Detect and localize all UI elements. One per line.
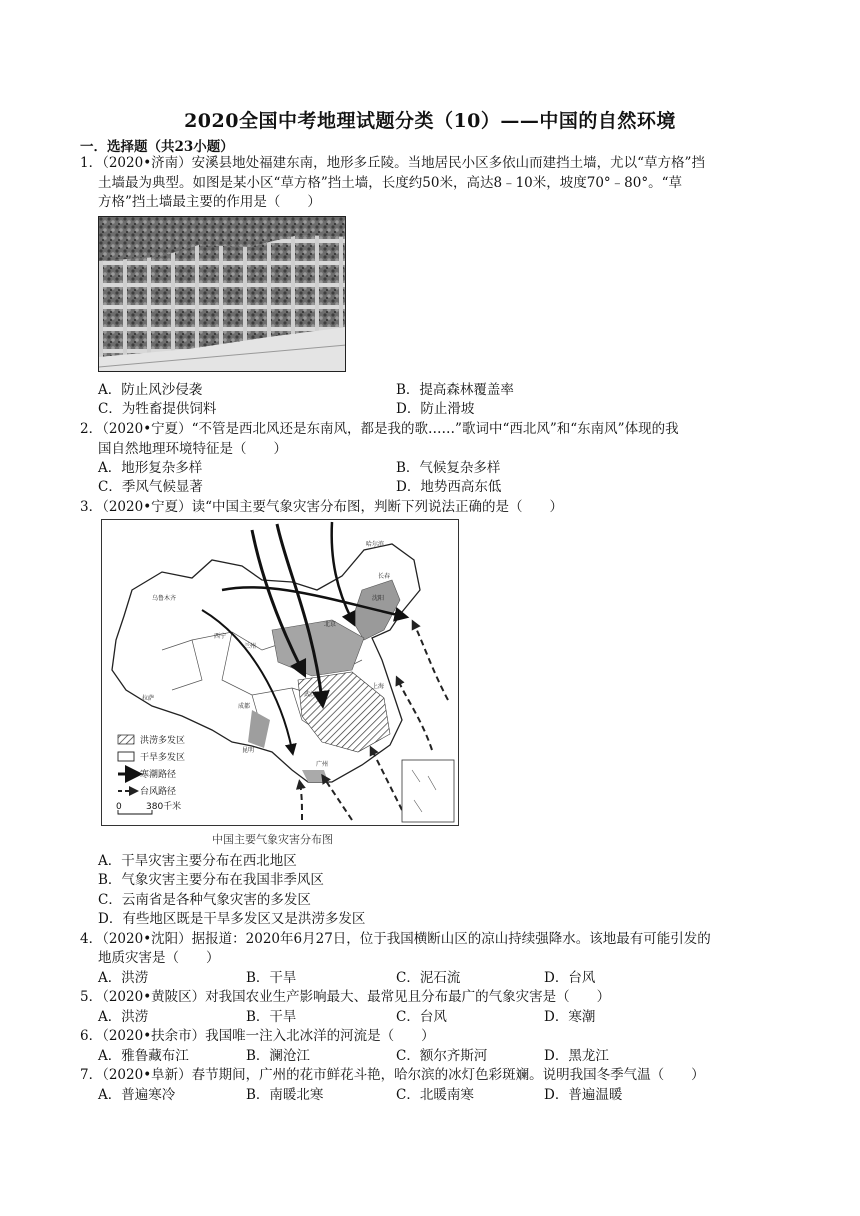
map-legend [116,734,185,814]
legend-flood: 洪涝多发区 [140,736,186,746]
q3-option-b: B．气象灾害主要分布在我国非季风区 [98,872,324,888]
q7-option-a: A．普遍寒冷 [98,1087,176,1103]
disaster-map [101,519,459,826]
q5-option-b: B．干旱 [246,1009,297,1025]
q4-option-a: A．洪涝 [98,970,149,986]
q1-option-a: A．防止风沙侵袭 [98,382,203,398]
q5-option-c: C．台风 [396,1009,447,1025]
legend-drought: 干旱多发区 [140,753,186,763]
city-label: 兰州 [244,643,257,650]
city-label: 昆明 [242,747,255,754]
city-label: 沈阳 [372,595,385,602]
retaining-wall-photo [98,216,346,372]
q3-option-d: D．有些地区既是干旱多发区又是洪涝多发区 [98,911,366,927]
city-label: 广州 [316,761,329,768]
city-label: 拉萨 [142,695,155,702]
city-label: 乌鲁木齐 [152,595,177,602]
city-label: 上海 [372,683,385,690]
city-label: 哈尔滨 [366,541,385,548]
city-label: 西宁 [214,633,227,640]
q2-option-b: B．气候复杂多样 [396,460,501,476]
city-label: 北京 [324,621,337,628]
q4-line-2: 地质灾害是（ ） [98,950,220,966]
q3-option-c: C．云南省是各种气象灾害的多发区 [98,892,311,908]
q2-option-a: A．地形复杂多样 [98,460,203,476]
q2-line-2: 国自然地理环境特征是（ ） [98,441,287,457]
q1-line-3: 方格”挡土墙最主要的作用是（ ） [98,194,321,210]
q4-option-b: B．干旱 [246,970,297,986]
retaining-wall-illustration [99,217,346,372]
q1-line-1: 1．（2020•济南）安溪县地处福建东南，地形多丘陵。当地居民小区多依山而建挡土墙，尤以“草方格”挡 [80,155,705,171]
page-title: 2020全国中考地理试题分类（10）——中国的自然环境 [184,110,676,132]
q6-line-1: 6．（2020•扶余市）我国唯一注入北冰洋的河流是（ ） [80,1028,435,1044]
city-label: 武汉 [304,691,317,698]
q4-option-c: C．泥石流 [396,970,461,986]
city-label: 长春 [378,573,391,580]
q4-line-1: 4．（2020•沈阳）据报道：2020年6月27日，位于我国横断山区的凉山持续强降水。该地最有可能引发的 [80,931,711,947]
south-sea-inset [402,760,454,822]
q1-option-c: C．为牲畜提供饲料 [98,401,217,417]
q1-option-d: D．防止滑坡 [396,401,475,417]
map-caption: 中国主要气象灾害分布图 [212,833,333,846]
q1-option-b: B．提高森林覆盖率 [396,382,514,398]
legend-cold-wave: 寒潮路径 [140,770,177,780]
q5-option-d: D．寒潮 [544,1009,596,1025]
q3-option-a: A．干旱灾害主要分布在西北地区 [98,853,297,869]
q2-line-1: 2．（2020•宁夏）“不管是西北风还是东南风，都是我的歌……”歌词中“西北风”和“东南风”体现的我 [80,421,679,437]
china-map-illustration [102,520,459,826]
q6-option-a: A．雅鲁藏布江 [98,1048,189,1064]
q7-option-c: C．北暖南寒 [396,1087,474,1103]
scale-label: 380千米 [146,802,182,812]
q7-option-b: B．南暖北寒 [246,1087,324,1103]
city-label: 成都 [238,703,251,710]
q2-option-c: C．季风气候显著 [98,479,203,495]
q5-option-a: A．洪涝 [98,1009,149,1025]
q2-option-d: D．地势西高东低 [396,479,502,495]
q7-option-d: D．普遍温暖 [544,1087,623,1103]
q4-option-d: D．台风 [544,970,596,986]
q1-line-2: 土墙最为典型。如图是某小区“草方格”挡土墙，长度约50米，高达8﹣10米，坡度70°﹣80°。“草 [98,175,683,191]
q7-line-1: 7．（2020•阜新）春节期间，广州的花市鲜花斗艳，哈尔滨的冰灯色彩斑斓。说明我国冬季气温（ ） [80,1067,705,1083]
q6-option-d: D．黑龙江 [544,1048,609,1064]
q3-line-1: 3．（2020•宁夏）读“中国主要气象灾害分布图，判断下列说法正确的是（ ） [80,499,564,515]
section-heading: 一．选择题（共23小题） [80,139,234,155]
q6-option-b: B．澜沧江 [246,1048,310,1064]
q5-line-1: 5．（2020•黄陂区）对我国农业生产影响最大、最常见且分布最广的气象灾害是（ ） [80,989,611,1005]
legend-typhoon: 台风路径 [140,787,177,797]
scale-zero: 0 [116,802,122,812]
q6-option-c: C．额尔齐斯河 [396,1048,488,1064]
